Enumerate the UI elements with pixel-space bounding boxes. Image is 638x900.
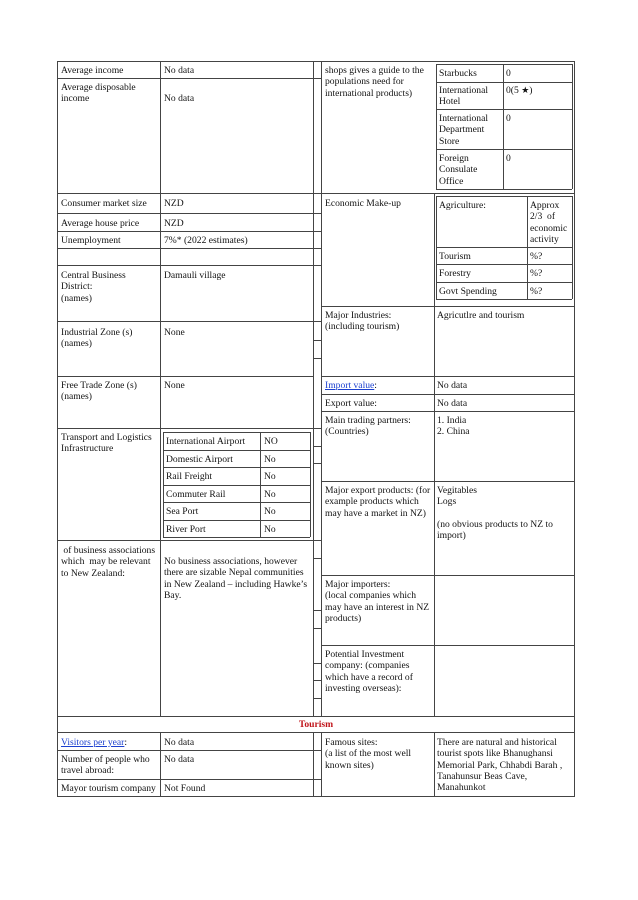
label-economic-makeup: Economic Make-up: [325, 198, 401, 209]
label-famous-sites: Famous sites: (a list of the most well known sites): [325, 737, 412, 771]
label-average-house-price: Average house price: [61, 218, 140, 229]
econ-value-3: %?: [530, 286, 543, 297]
label-import-value: [325, 380, 431, 391]
transport-name-5: River Port: [166, 524, 206, 535]
label-major-importers: Major importers: (local companies which may have an interest in NZ products): [325, 579, 430, 624]
label-trading-partners: Main trading partners: (Countries): [325, 415, 411, 438]
transport-name-3: Commuter Rail: [166, 489, 226, 500]
value-visitors-per-year: No data: [164, 737, 195, 748]
shop-value-1-close: ): [529, 85, 533, 96]
value-average-disposable-income: No data: [164, 93, 195, 104]
econ-value-0: Approx 2/3 of economic activity: [530, 200, 570, 245]
econ-name-0: Agriculture:: [439, 200, 486, 211]
econ-name-1: Tourism: [439, 251, 471, 262]
value-famous-sites: There are natural and historical tourist spots like Bhanughansi Memorial Park, Chhabdi Barah , Tanahunsur Beas Cave, Manahunkot: [437, 737, 565, 794]
value-free-trade-zone: None: [164, 380, 185, 391]
label-average-disposable-income: Average disposable income: [61, 82, 139, 105]
value-import-value: No data: [437, 380, 468, 391]
label-industrial-zone: Industrial Zone (s) (names): [61, 327, 133, 350]
shop-value-0: 0: [506, 68, 511, 79]
label-average-income: Average income: [61, 65, 124, 76]
value-tourism-company: Not Found: [164, 783, 206, 794]
transport-value-5: No: [264, 524, 276, 535]
shop-name-1: International Hotel: [439, 85, 491, 108]
transport-value-2: No: [264, 471, 276, 482]
label-major-industries: Major Industries: (including tourism): [325, 310, 400, 333]
shops-guide-text: shops gives a guide to the populations need for international products): [325, 65, 427, 99]
label-export-products: Major export products: (for example products which may have a market in NZ): [325, 485, 433, 519]
value-export-value: No data: [437, 398, 468, 409]
label-free-trade-zone: Free Trade Zone (s) (names): [61, 380, 137, 403]
transport-value-0: NO: [264, 436, 278, 447]
shop-name-0: Starbucks: [439, 68, 477, 79]
transport-name-1: Domestic Airport: [166, 454, 233, 465]
label-visitors-per-year: [61, 737, 157, 748]
shop-value-3: 0: [506, 153, 511, 164]
visitors-per-year-colon: :: [124, 737, 128, 748]
econ-value-1: %?: [530, 251, 543, 262]
label-consumer-market-size: Consumer market size: [61, 198, 147, 209]
transport-value-1: No: [264, 454, 276, 465]
transport-value-4: No: [264, 506, 276, 517]
shop-value-2: 0: [506, 113, 511, 124]
value-consumer-market-size: NZD: [164, 198, 184, 209]
value-major-industries: Agricutlre and tourism: [437, 310, 525, 321]
transport-name-2: Rail Freight: [166, 471, 213, 482]
shop-value-1-text: 0(5: [506, 85, 522, 96]
value-central-business-district: Damauli village: [164, 270, 226, 281]
label-business-associations: of business associations which may be relevant to New Zealand:: [61, 545, 158, 579]
econ-value-2: %?: [530, 268, 543, 279]
value-unemployment: 7%* (2022 estimates): [164, 235, 248, 246]
transport-name-4: Sea Port: [166, 506, 199, 517]
label-export-value: Export value:: [325, 398, 377, 409]
visitors-per-year-link[interactable]: Visitors per year: [61, 737, 125, 748]
shop-value-1: [506, 85, 570, 97]
label-central-business-district: Central Business District: (names): [61, 270, 126, 304]
value-average-income: No data: [164, 65, 195, 76]
label-potential-investment: Potential Investment company: (companies which have a record of investing overseas):: [325, 649, 416, 694]
value-travel-abroad: No data: [164, 754, 195, 765]
transport-value-3: No: [264, 489, 276, 500]
econ-name-3: Govt Spending: [439, 286, 497, 297]
value-industrial-zone: None: [164, 327, 185, 338]
tourism-header: Tourism: [298, 719, 334, 730]
value-export-products: Vegitables Logs (no obvious products to NZ to import): [437, 485, 553, 542]
star-icon: ★: [521, 86, 530, 96]
label-unemployment: Unemployment: [61, 235, 121, 246]
value-business-associations: No business associations, however there are sizable Nepal communities in New Zealand – including Hawke’s Bay.: [164, 556, 310, 601]
shop-name-3: Foreign Consulate Office: [439, 153, 480, 187]
econ-name-2: Forestry: [439, 268, 471, 279]
label-tourism-company: Mayor tourism company: [61, 783, 156, 794]
value-average-house-price: NZD: [164, 218, 184, 229]
value-trading-partners: 1. India 2. China: [437, 415, 470, 438]
import-value-link[interactable]: Import value: [325, 380, 375, 391]
import-value-colon: :: [374, 380, 377, 391]
shop-name-2: International Department Store: [439, 113, 491, 147]
label-transport-infrastructure: Transport and Logistics Infrastructure: [61, 432, 155, 455]
transport-name-0: International Airport: [166, 436, 246, 447]
label-travel-abroad: Number of people who travel abroad:: [61, 754, 153, 777]
